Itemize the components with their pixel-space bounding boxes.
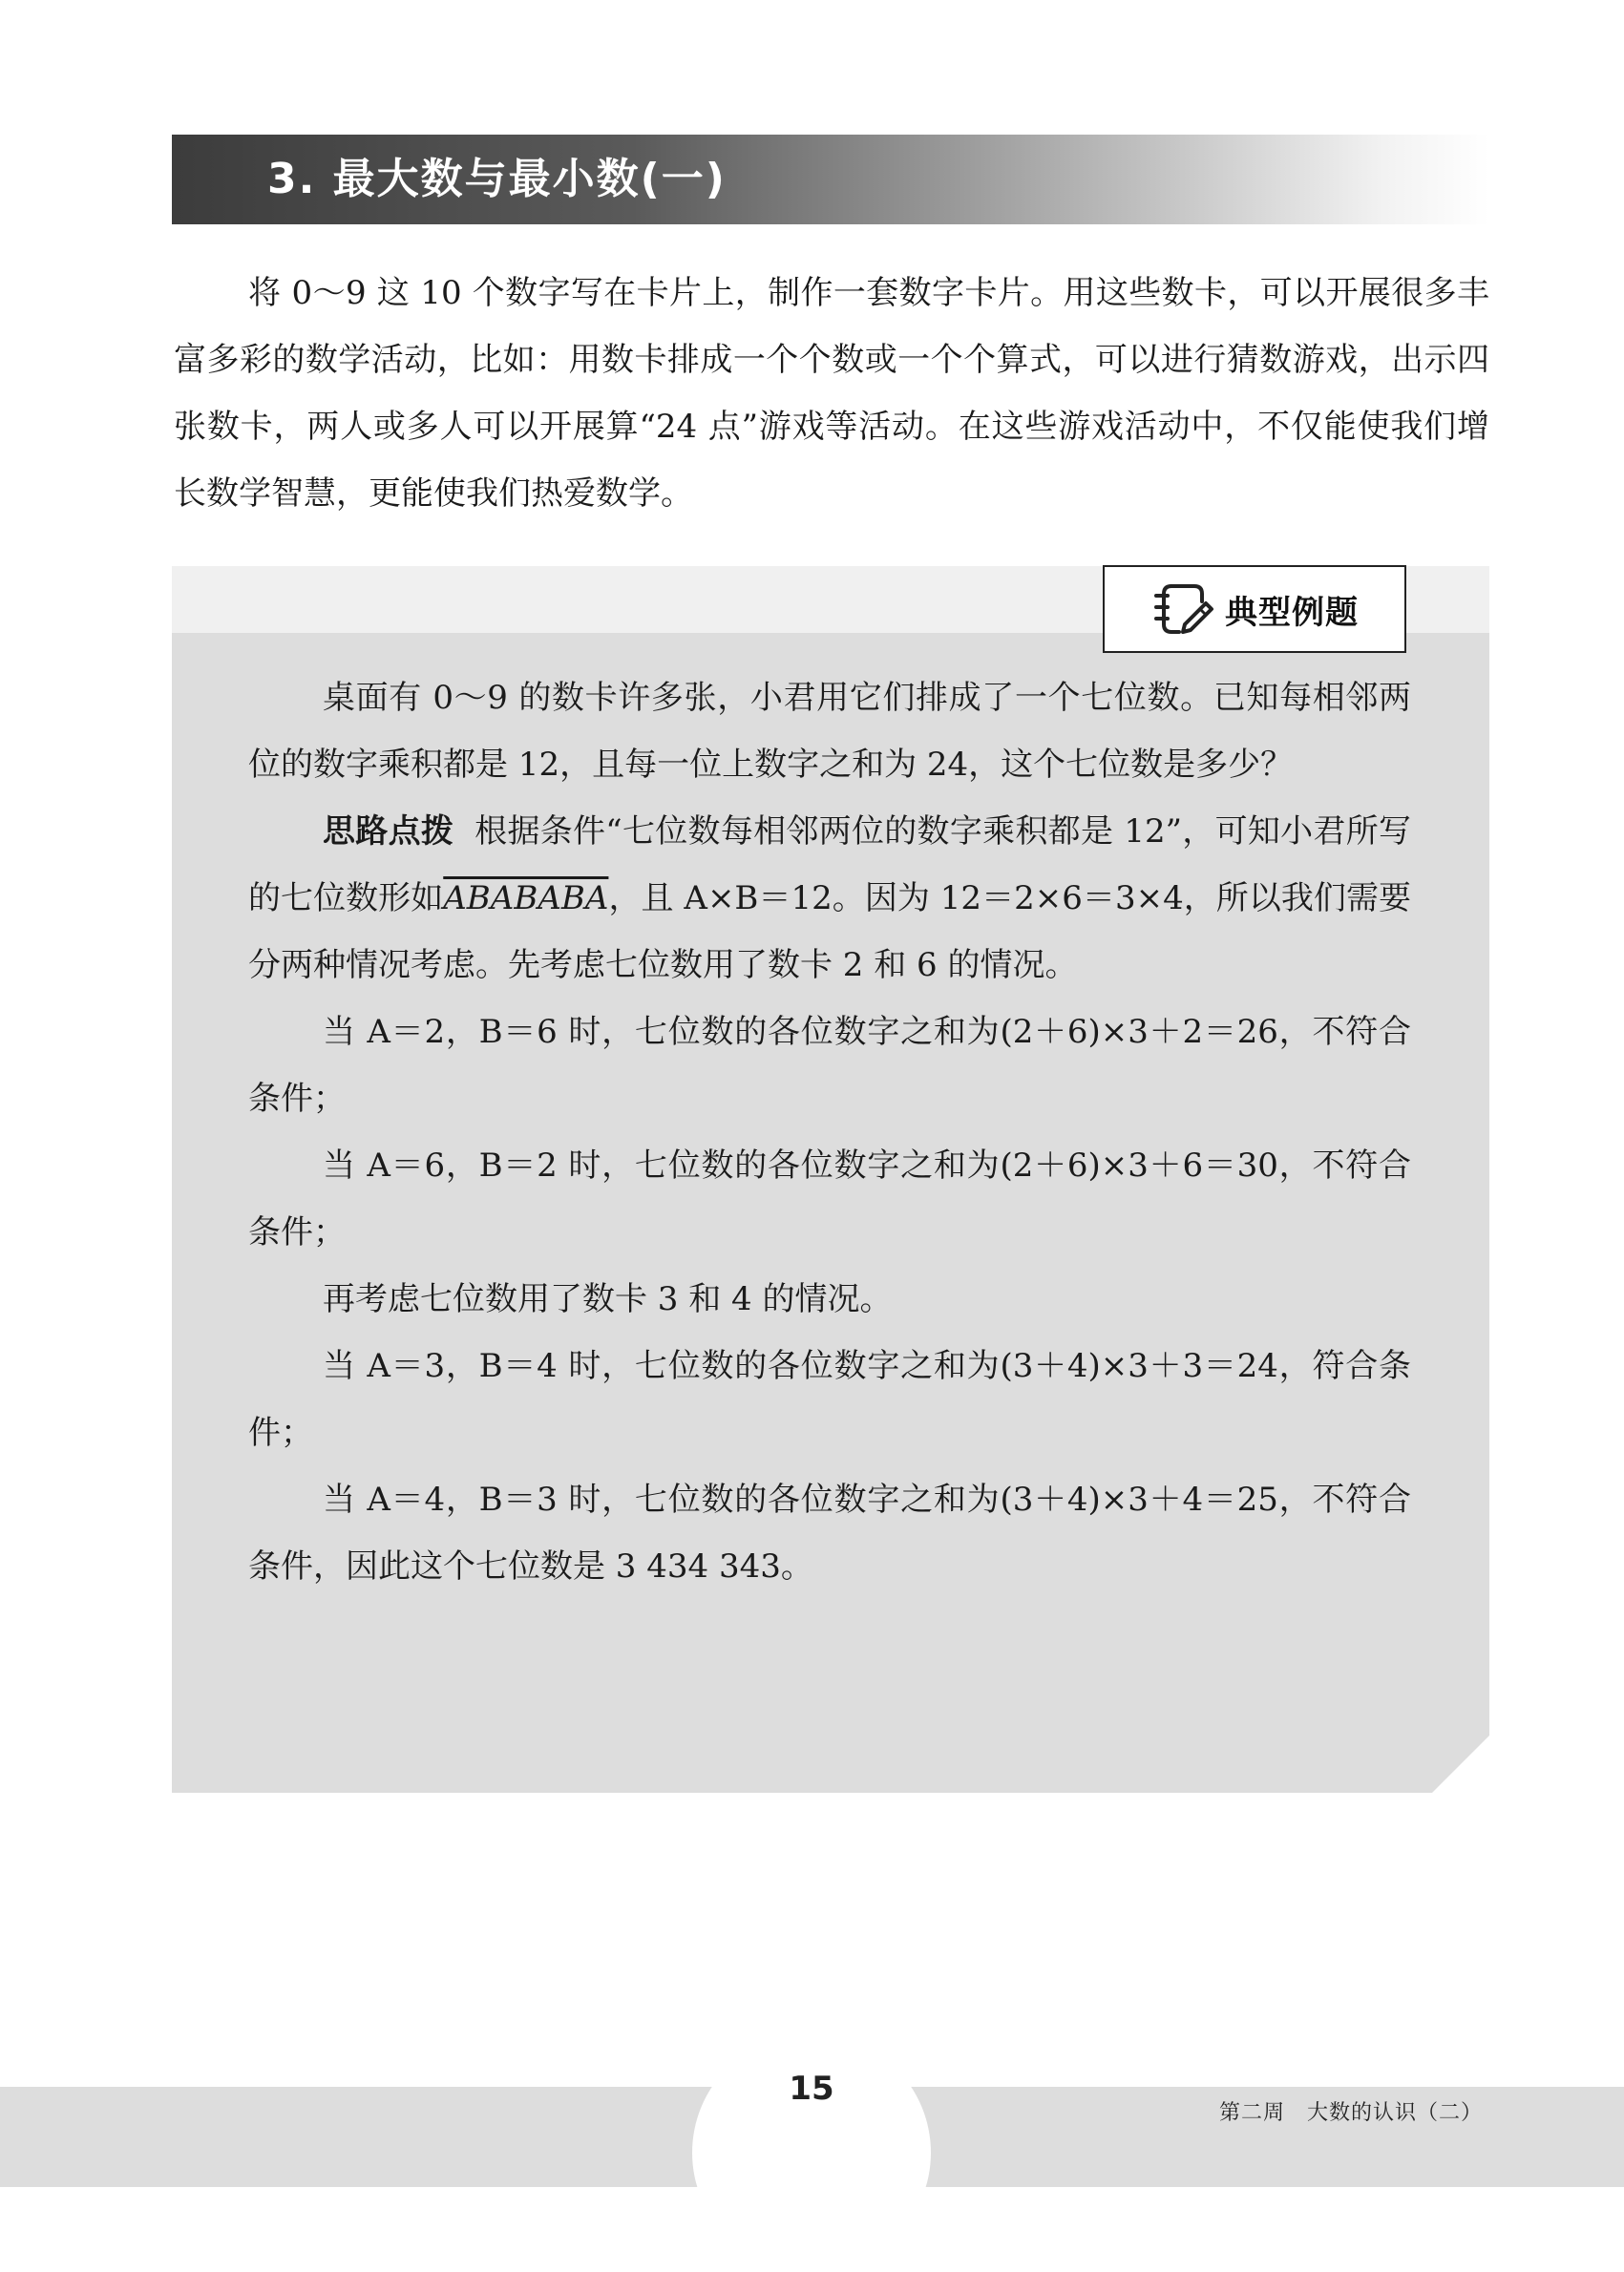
hint-text-a: 根据条件“七位数每相邻两位的数字乘积都是 12”，可知小君所写的七位数形如 xyxy=(248,812,1412,917)
example-content xyxy=(248,664,1411,1600)
example-badge-label: 典型例题 xyxy=(1225,593,1359,632)
intro-section xyxy=(174,260,1489,527)
problem-text: 桌面有 0～9 的数卡许多张，小君用它们排成了一个七位数。已知每相邻两位的数字乘积都是 12，且每一位上数字之和为 24，这个七位数是多少？ xyxy=(248,679,1411,784)
case-line: 当 A＝4，B＝3 时，七位数的各位数字之和为(3＋4)×3＋4＝25，不符合条件，因此这个七位数是 3 434 343。 xyxy=(248,1481,1411,1586)
hint-label: 思路点拨 xyxy=(323,812,454,851)
case-line: 当 A＝3，B＝4 时，七位数的各位数字之和为(3＋4)×3＋3＝24，符合条件； xyxy=(248,1347,1411,1452)
chapter-footer: 第二周 大数的认识（二） xyxy=(1218,2101,1483,2125)
case-line: 当 A＝6，B＝2 时，七位数的各位数字之和为(2＋6)×3＋6＝30，不符合条件； xyxy=(248,1147,1411,1252)
overline-number: ABABABA xyxy=(443,879,609,917)
hint-paragraph xyxy=(248,798,1411,999)
hint-text-b: ，且 A×B＝12。因为 12＝2×6＝3×4，所以我们需要分两种情况考虑。先考虑七位数用了数卡 2 和 6 的情况。 xyxy=(248,879,1411,984)
example-badge xyxy=(1103,565,1406,653)
page-number: 15 xyxy=(789,2070,834,2108)
intro-paragraph: 将 0～9 这 10 个数字写在卡片上，制作一套数字卡片。用这些数卡，可以开展很多丰富多彩的数学活动，比如：用数卡排成一个个数或一个个算式，可以进行猜数游戏，出示四张数卡，两人或多人可以开展算“24 点”游戏等活动。在这些游戏活动中，不仅能使我们增长数学智慧，更能使我们热爱数学。 xyxy=(174,274,1489,513)
pencil-list-icon xyxy=(1150,577,1215,642)
section-title-bar xyxy=(172,135,1489,224)
case-line: 当 A＝2，B＝6 时，七位数的各位数字之和为(2＋6)×3＋2＝26，不符合条件； xyxy=(248,1013,1411,1118)
case-line: 再考虑七位数用了数卡 3 和 4 的情况。 xyxy=(323,1280,893,1318)
section-title: 3. 最大数与最小数(一) xyxy=(267,155,727,203)
